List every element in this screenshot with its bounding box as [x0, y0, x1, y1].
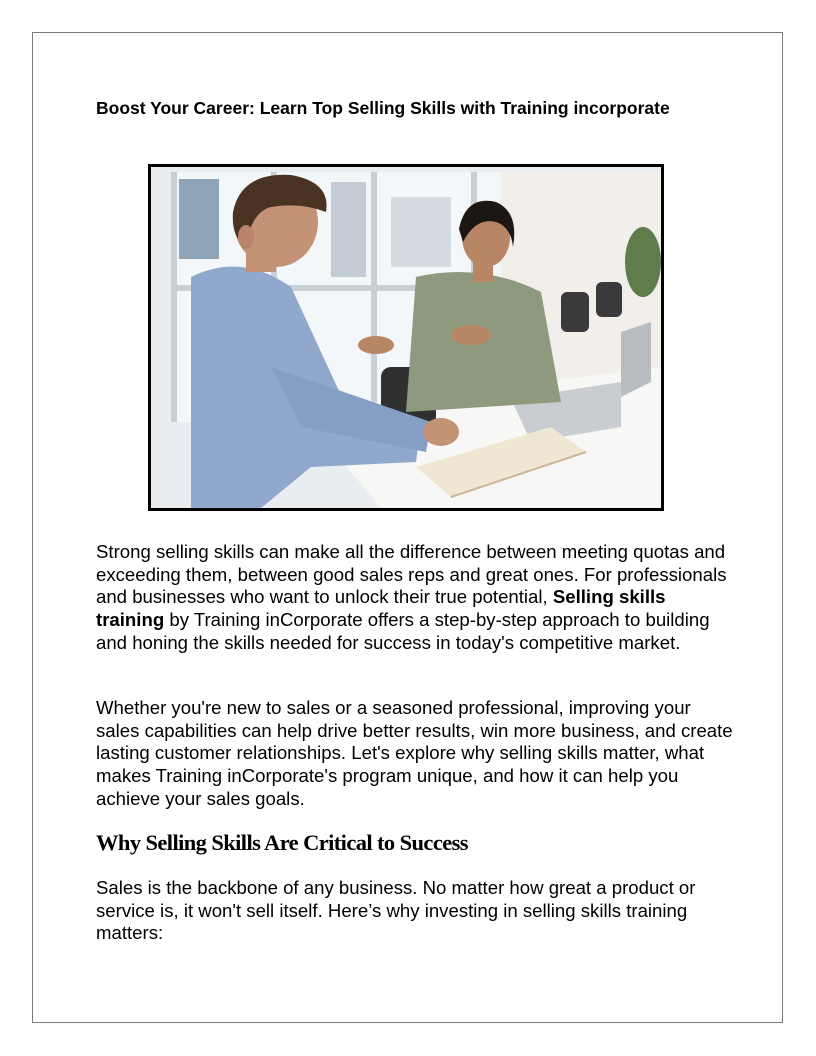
intro-paragraph [96, 541, 736, 655]
meeting-photo [148, 164, 664, 511]
third-paragraph: Sales is the backbone of any business. No matter how great a product or service is, it won't sell itself. Here’s why investing in selling skills training matters: [96, 877, 696, 944]
intro-text: Strong selling skills can make all the difference between meeting quotas and exceeding them, between good sales reps and great ones. For professionals and businesses who want to unlock their true potential, [96, 541, 727, 608]
document-title: Boost Your Career: Learn Top Selling Skills with Training incorporate [96, 98, 670, 118]
selling-skills-training-highlight: Selling skills training [96, 586, 666, 631]
intro-text-continued: by Training inCorporate offers a step-by-step approach to building and honing the skills needed for success in today's competitive market. [96, 609, 710, 653]
section-heading: Why Selling Skills Are Critical to Success [96, 830, 468, 855]
meeting-photo-illustration [151, 167, 661, 508]
second-paragraph: Whether you're new to sales or a seasoned professional, improving your sales capabilities can help drive better results, win more business, and create lasting customer relationships. Let's explore why selling skills matter, what makes Training inCorporate's program unique, and how it can help you achieve your sales goals. [96, 697, 733, 809]
